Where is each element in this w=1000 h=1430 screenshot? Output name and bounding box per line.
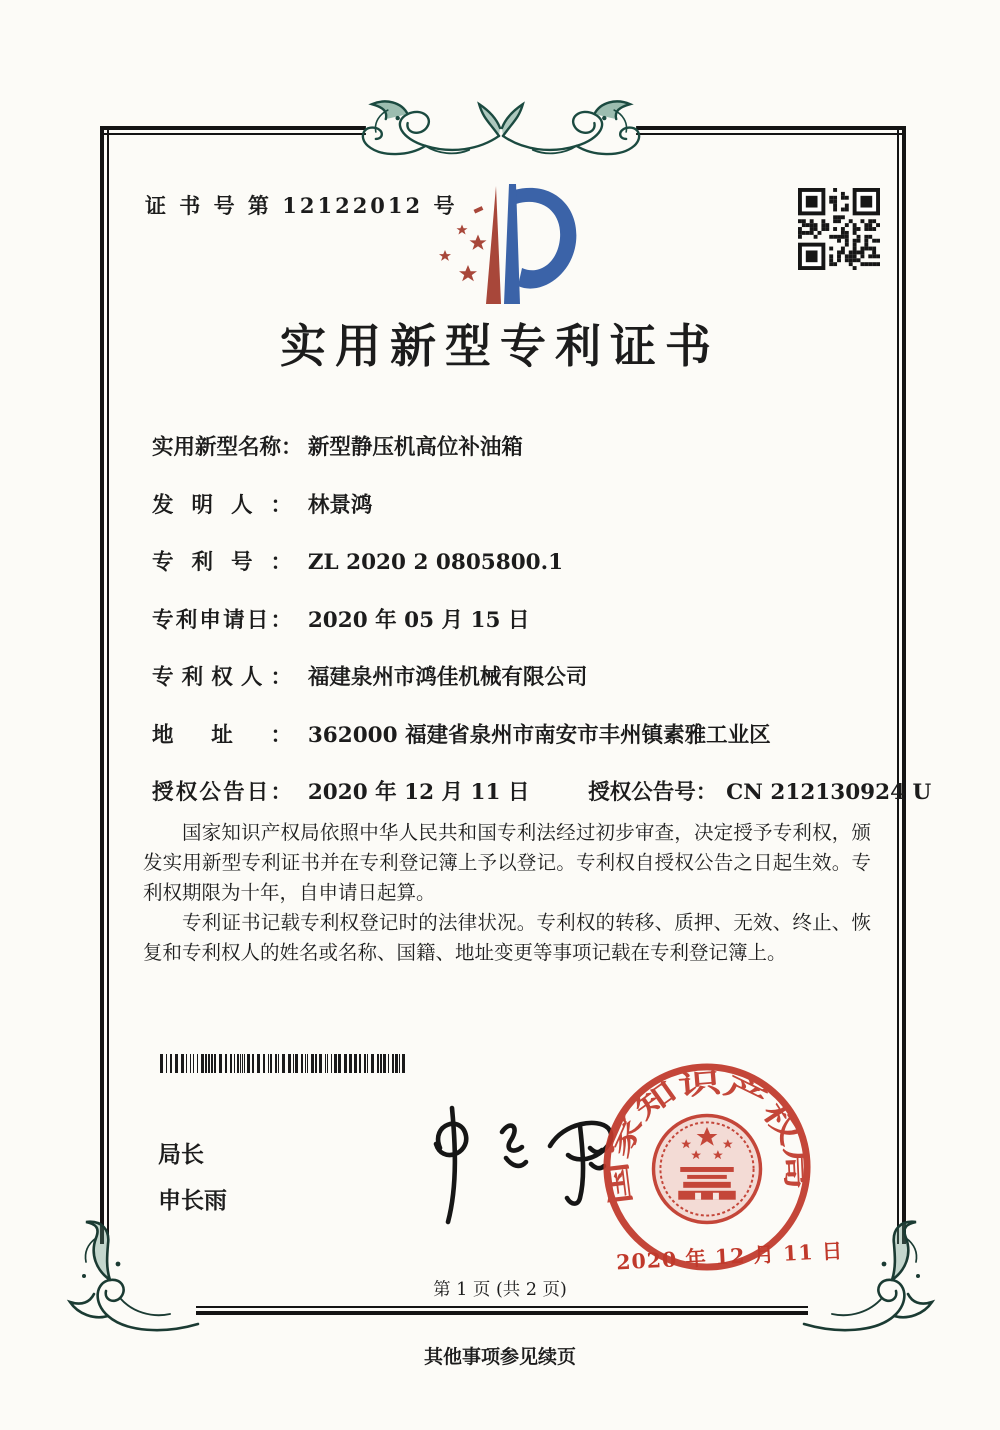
field-patent-number [152,545,882,603]
director-block [158,1132,227,1224]
fields-section [152,430,932,833]
seal-ring-text: 国家知识产权局 [601,1067,813,1207]
cnipa-logo-icon [430,180,582,310]
barcode-icon [160,1054,408,1073]
field-value: ZL 2020 2 0805800.1 [307,550,564,575]
frame-border-left [100,126,109,1244]
field-label: 专利权人： [152,665,292,690]
frame-border-right [897,126,906,1244]
footer-note: 其他事项参见续页 [423,1346,576,1368]
field-label: 发明人： [152,492,292,518]
page-number: 第 1 页 (共 2 页) [433,1280,567,1300]
field-label: 专利号： [152,550,292,575]
field-application-date [152,603,882,661]
field-label: 专利申请日： [152,607,292,633]
qr-code-icon [798,188,880,270]
field-value: 2020 年 12 月 11 日 [307,780,530,805]
director-name: 申长雨 [158,1188,227,1214]
certificate-number: 证 书 号 第 12122012 号 [145,193,458,218]
legal-paragraph-2: 专利证书记载专利权登记时的法律状况。专利权的转移、质押、无效、终止、恢复和专利权人的姓名或名称、国籍、地址变更等事项记载在专利登记簿上。 [143,911,871,964]
field-value: 2020 年 05 月 15 日 [307,607,530,633]
top-border-ornament-icon [352,92,650,168]
field-value: 新型静压机高位补油箱 [307,435,523,460]
legal-text-section [143,818,871,968]
field-address [152,718,882,776]
field-patentee [152,660,882,718]
seal-date: 2020 年 12 月 11 日 [615,1238,844,1275]
director-title: 局长 [158,1142,204,1168]
field-utility-model-name [152,430,882,488]
certificate-title: 实用新型专利证书 [280,319,720,373]
legal-paragraph-1: 国家知识产权局依照中华人民共和国专利法经过初步审查，决定授予专利权，颁发实用新型专利证书并在专利登记簿上予以登记。专利权自授权公告之日起生效。专利权期限为十年，自申请日起算。 [143,821,871,904]
field-label: 实用新型名称： [152,435,303,460]
field-inventor [152,488,882,546]
national-emblem-icon [653,1115,760,1222]
field-value: 林景鸿 [307,492,373,518]
grant-number-value: CN 212130924 U [726,780,932,805]
grant-number-label: 授权公告号： [588,780,718,805]
field-value: 福建泉州市鸿佳机械有限公司 [307,665,588,690]
field-value: 362000 福建省泉州市南安市丰州镇素雅工业区 [307,722,771,748]
field-label: 授权公告日： [152,780,292,805]
frame-border-bottom [196,1306,808,1315]
field-label: 地址： [152,722,292,748]
